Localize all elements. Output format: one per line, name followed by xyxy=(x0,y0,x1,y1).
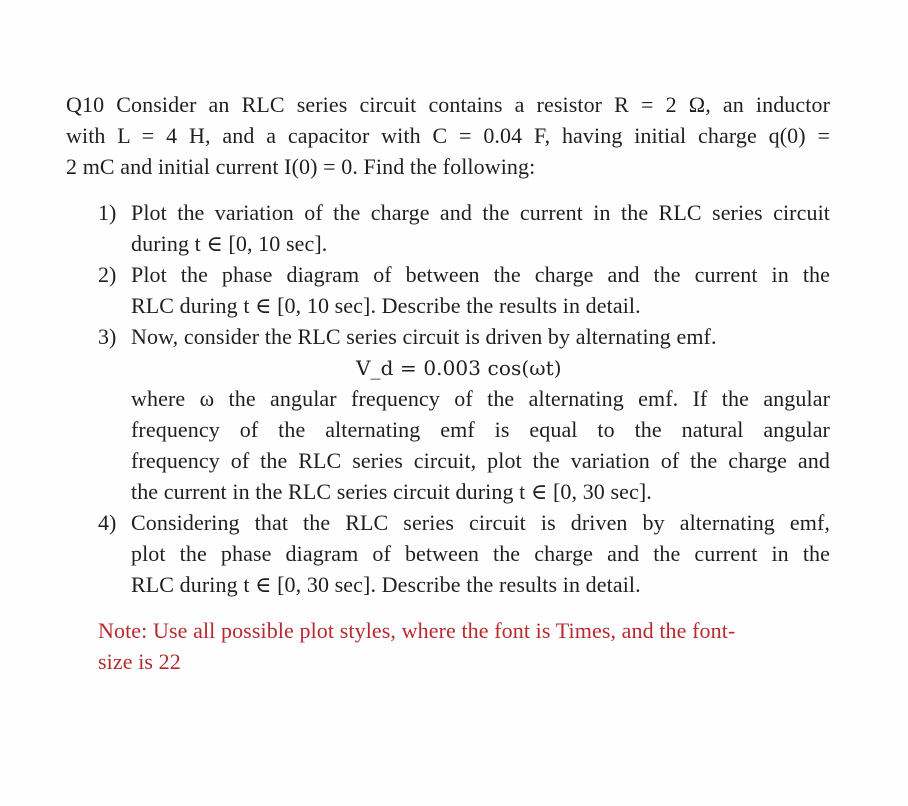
question-line-1: Q10 Consider an RLC series circuit contains a resistor R = 2 Ω, an inductor xyxy=(66,92,830,117)
item-3-line-1: Now, consider the RLC series circuit is driven by alternating emf. xyxy=(131,324,717,349)
question-line-2: with L = 4 H, and a capacitor with C = 0.04 F, having initial charge q(0) = xyxy=(66,123,830,148)
item-4-line-3: RLC during t ∈ [0, 30 sec]. Describe the results in detail. xyxy=(131,572,641,597)
item-3-line-4: frequency of the alternating emf is equal to the natural angular xyxy=(131,417,830,442)
item-4-line-1: Considering that the RLC series circuit is driven by alternating emf, xyxy=(131,510,830,535)
item-3-line-5: frequency of the RLC series circuit, plot the variation of the charge and xyxy=(131,448,830,473)
item-2-line-2: RLC during t ∈ [0, 10 sec]. Describe the results in detail. xyxy=(131,293,641,318)
item-3-line-6: the current in the RLC series circuit during t ∈ [0, 30 sec]. xyxy=(131,479,652,504)
item-2-number: 2) xyxy=(98,262,117,287)
item-1-number: 1) xyxy=(98,200,117,225)
note-line-1: Note: Use all possible plot styles, where the font is Times, and the font- xyxy=(98,618,736,643)
item-4-number: 4) xyxy=(98,510,117,535)
question-line-3: 2 mC and initial current I(0) = 0. Find the following: xyxy=(66,154,536,179)
item-4-line-2: plot the phase diagram of between the charge and the current in the xyxy=(131,541,830,566)
item-1-line-1: Plot the variation of the charge and the current in the RLC series circuit xyxy=(131,200,830,225)
item-2-line-1: Plot the phase diagram of between the charge and the current in the xyxy=(131,262,830,287)
item-3-equation: V_d = 0.003 cos(ωt) xyxy=(356,356,562,380)
item-1-line-2: during t ∈ [0, 10 sec]. xyxy=(131,231,328,256)
item-3-number: 3) xyxy=(98,324,117,349)
note-line-2: size is 22 xyxy=(98,649,181,674)
item-3-line-3: where ω the angular frequency of the alternating emf. If the angular xyxy=(131,386,830,411)
